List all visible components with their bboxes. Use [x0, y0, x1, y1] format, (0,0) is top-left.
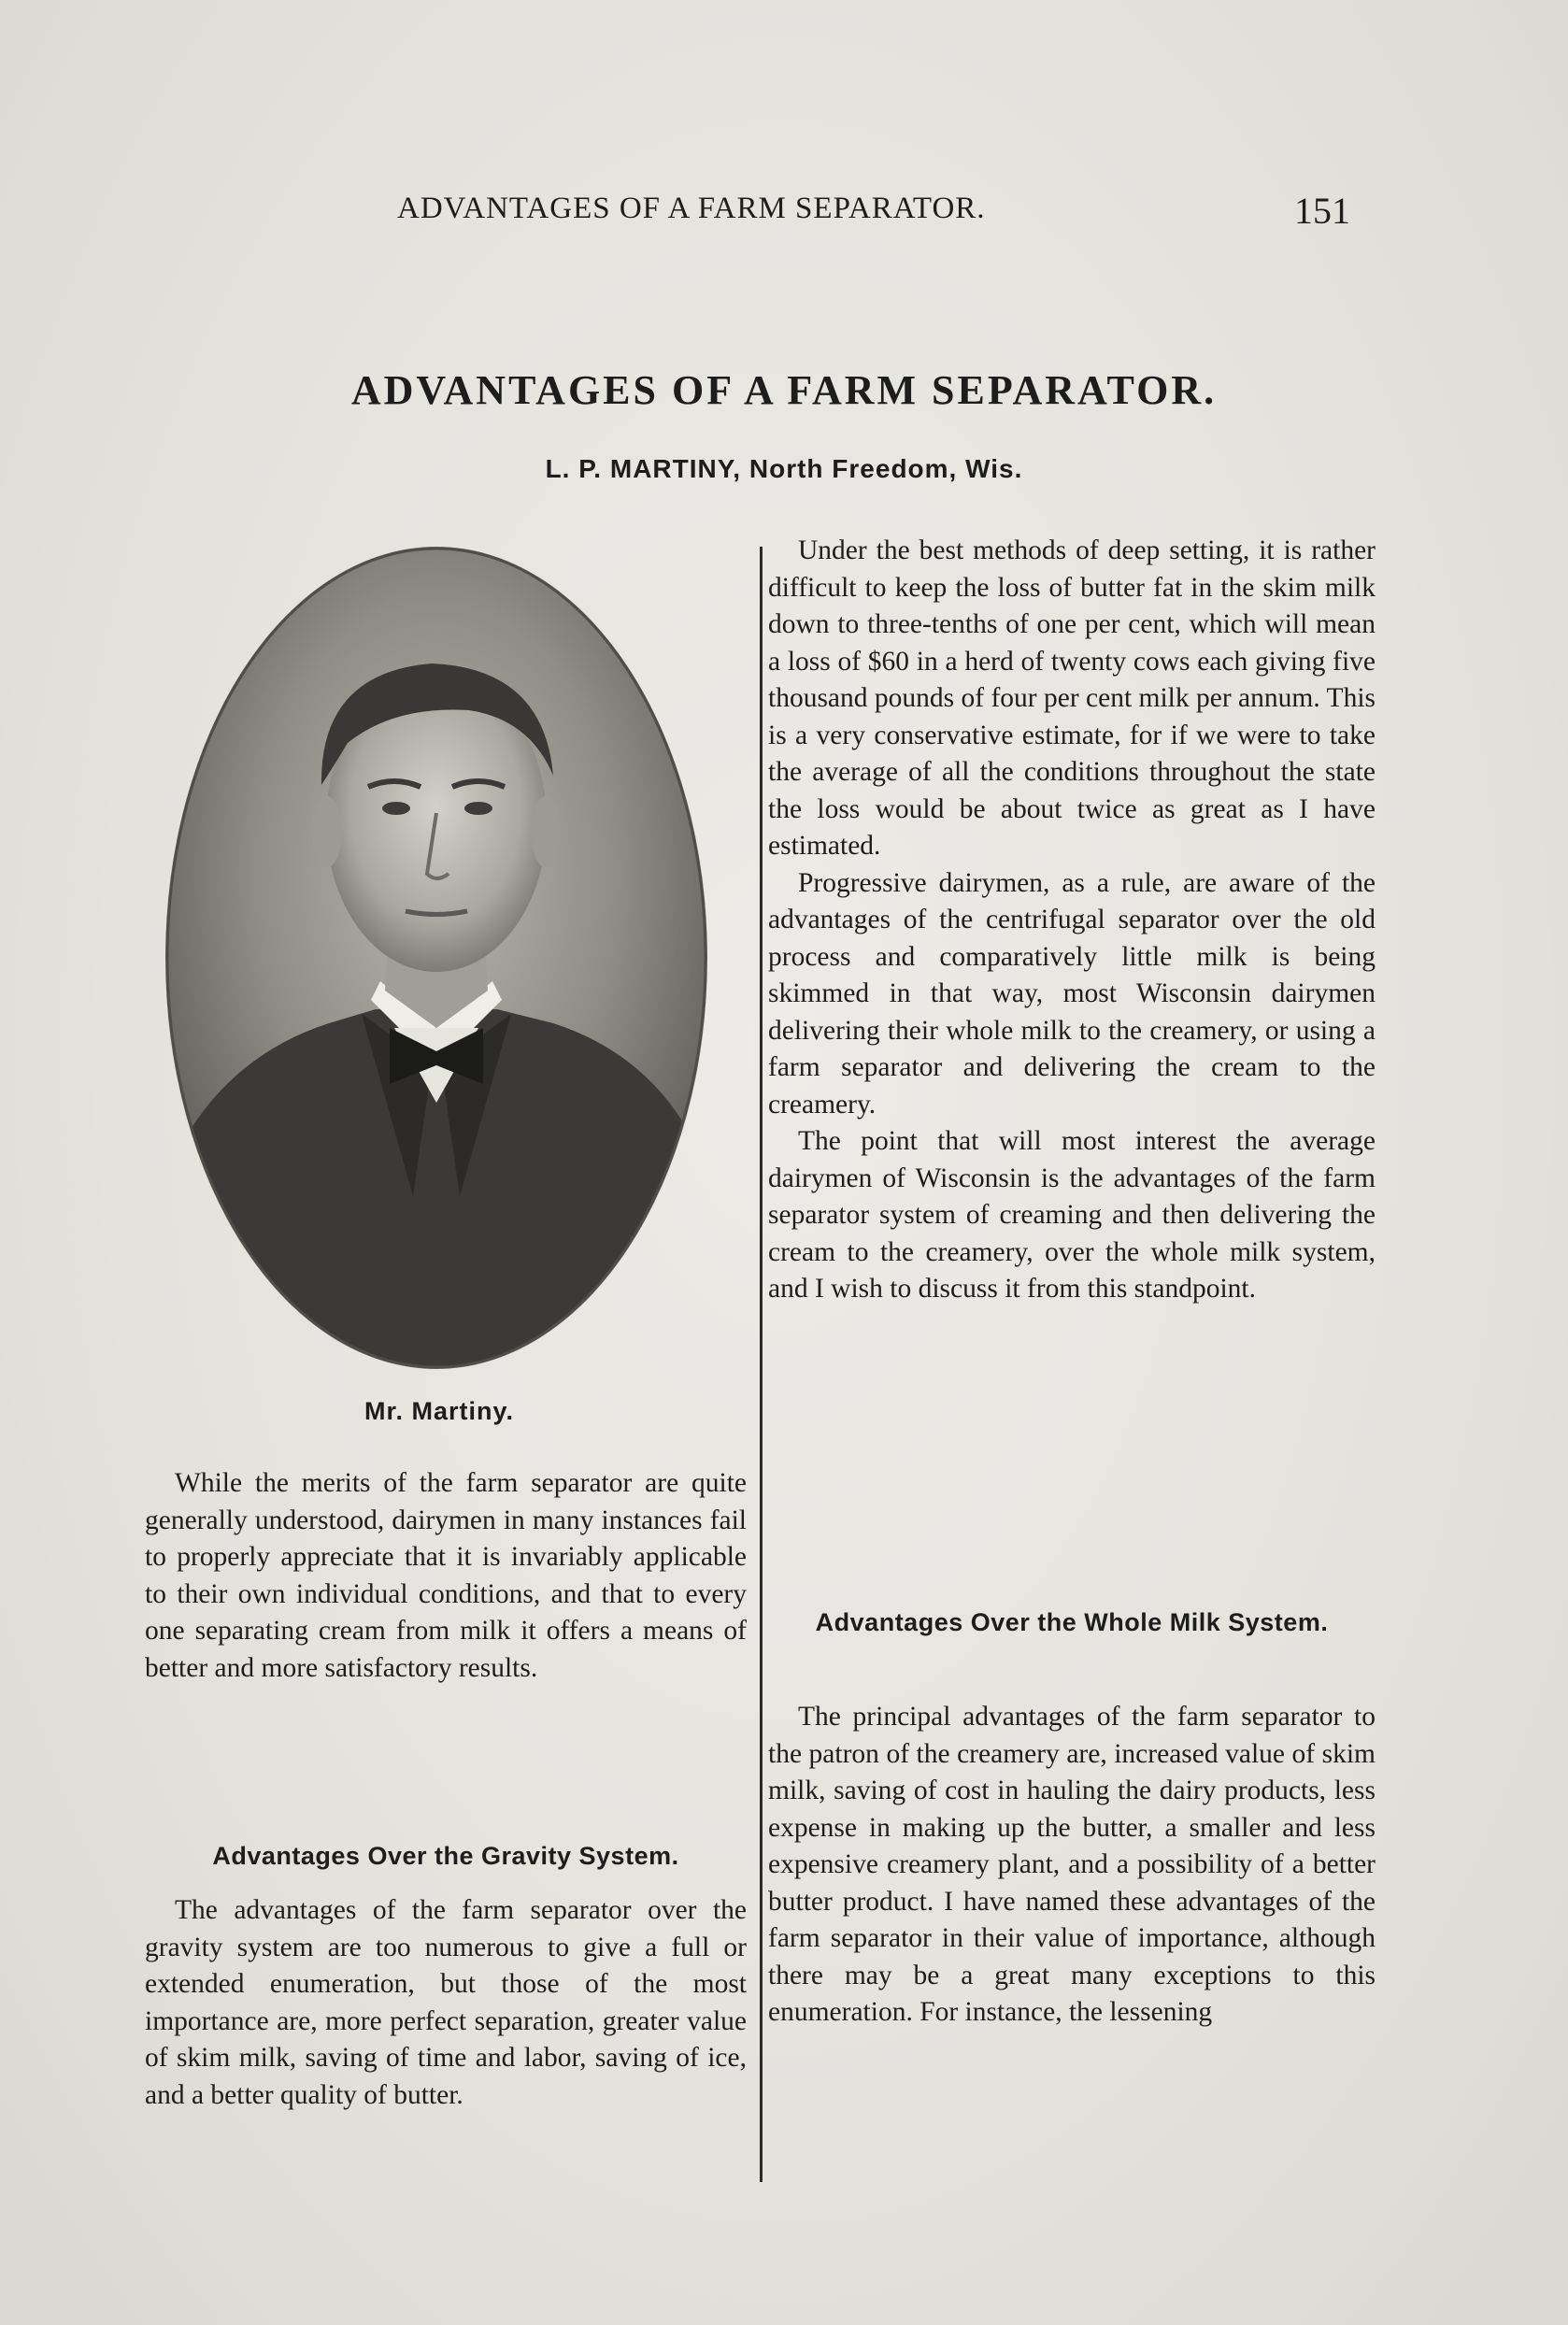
paragraph: Under the best methods of deep setting, it is rather difficult to keep the loss of butter fat in the skim milk down to three-tenths of one per cent, which will mean a loss of $60 in a herd of twenty cows each giving five thousand pounds of four per cent milk per annum. This is a very conservative estimate, for if we were to take the average of all the conditions throughout the state the loss would be about twice as great as I have estimated. — [768, 535, 1376, 861]
article-title: ADVANTAGES OF A FARM SEPARATOR. — [350, 367, 1218, 413]
paragraph: The advantages of the farm separator over the gravity system are too numerous to give a full or extended enumeration, but those of the most importance are, more perfect separation, greater value of skim milk, saving of time and labor, saving of ice, and a better quality of butter. — [145, 1895, 747, 2110]
paragraph: While the merits of the farm separator are quite generally understood, dairymen in many instances fail to properly appreciate that it is invariably applicable to their own individual conditions, and that to every one separating cream from milk it offers a means of better and more satisfactory results. — [145, 1468, 747, 1683]
paragraph: The point that will most interest the average dairymen of Wisconsin is the advantages of the farm separator system of creaming and then delivering the cream to the creamery, over the whole milk system, and I wish to discuss it from this standpoint. — [768, 1126, 1376, 1304]
paragraph: Progressive dairymen, as a rule, are aware of the advantages of the centrifugal separator over the old process and comparatively little milk is being skimmed in that way, most Wisconsin dairymen delivering their whole milk to the creamery, or using a farm separator and delivering the cream to the creamery. — [768, 867, 1376, 1120]
paragraph: The principal advantages of the farm separator to the patron of the creamery are, increased value of skim milk, saving of cost in hauling the dairy products, less expense in making up the butter, a smaller and less expensive creamery plant, and a possibility of a better butter product. I have named these advantages of the farm separator in their value of importance, although there may be a great many exceptions to this enumeration. For instance, the lessening — [768, 1702, 1376, 2027]
author-byline: L. P. MARTINY, North Freedom, Wis. — [545, 454, 1023, 483]
page-number: 151 — [1294, 190, 1350, 232]
right-column-paragraph-4 — [768, 1699, 1376, 2032]
left-column-paragraph-1 — [145, 1465, 747, 1687]
column-rule — [760, 547, 763, 2182]
right-column-paragraphs — [768, 533, 1376, 1308]
section-heading-whole-milk-system: Advantages Over the Whole Milk System. — [815, 1608, 1329, 1636]
portrait-caption: Mr. Martiny. — [363, 1397, 515, 1425]
left-column-paragraph-2 — [145, 1892, 747, 2114]
section-heading-gravity-system: Advantages Over the Gravity System. — [212, 1842, 679, 1870]
portrait-photo — [161, 542, 712, 1374]
running-head: ADVANTAGES OF A FARM SEPARATOR. — [397, 192, 986, 225]
